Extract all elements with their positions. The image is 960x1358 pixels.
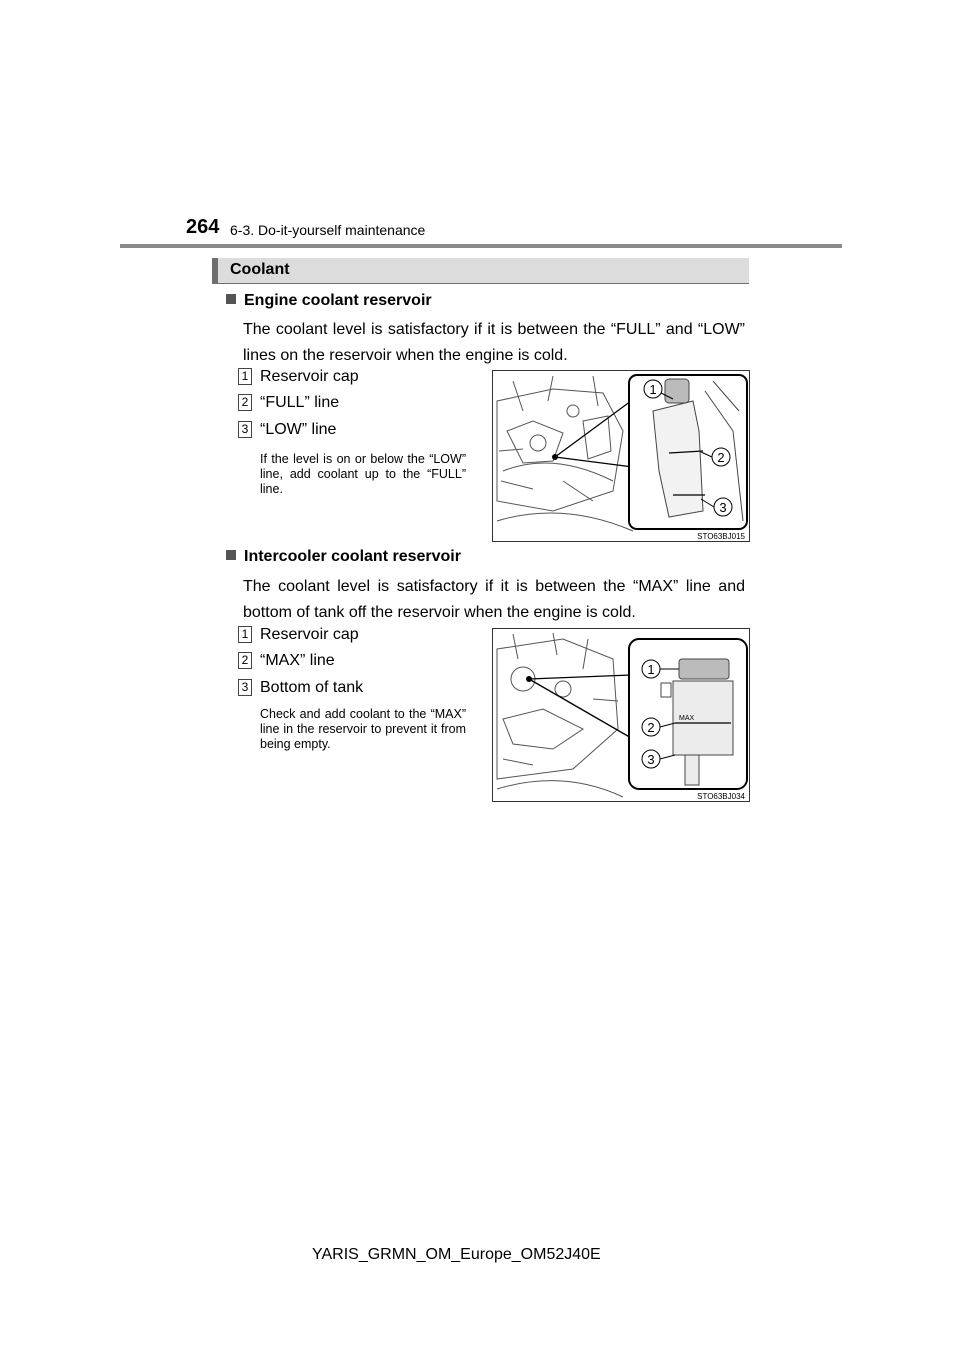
number-badge-icon: 1 (238, 626, 252, 643)
engine-reservoir-illustration (493, 371, 750, 542)
header-divider (120, 244, 842, 248)
page-number: 264 (186, 216, 220, 238)
intercooler-reservoir-illustration (493, 629, 750, 802)
intercooler-reservoir-heading-text: Intercooler coolant reservoir (244, 548, 461, 565)
reservoir-location-dot (526, 676, 532, 682)
intercooler-reservoir-figure (492, 628, 750, 802)
section-title: Coolant (230, 261, 290, 278)
intercooler-item-label: “MAX” line (260, 652, 335, 669)
engine-item-label: “FULL” line (260, 394, 340, 411)
square-bullet-icon (226, 550, 236, 560)
callout-1-text: 1 (647, 662, 655, 677)
intercooler-item-label: Reservoir cap (260, 626, 359, 643)
callout-3-text: 3 (647, 752, 655, 767)
square-bullet-icon (226, 294, 236, 304)
engine-item-label: Reservoir cap (260, 368, 359, 385)
figure-code: STO63BJ034 (697, 792, 745, 801)
max-line-label: MAX (679, 715, 695, 722)
reservoir-location-dot (552, 454, 558, 460)
intercooler-reservoir-heading (226, 548, 461, 566)
callout-3-text: 3 (719, 500, 727, 515)
chapter-title: 6-3. Do-it-yourself maintenance (230, 222, 426, 238)
number-badge-icon: 2 (238, 652, 252, 669)
footer-document-id: YARIS_GRMN_OM_Europe_OM52J40E (312, 1246, 601, 1263)
section-header (212, 258, 749, 284)
intercooler-item-label: Bottom of tank (260, 679, 364, 696)
engine-reservoir-heading-text: Engine coolant reservoir (244, 292, 432, 309)
callout-2-text: 2 (717, 450, 725, 465)
engine-reservoir-note: If the level is on or below the “LOW” line, add coolant up to the “FULL” line. (260, 452, 466, 496)
engine-reservoir-heading (226, 292, 432, 310)
engine-bay-outline (497, 639, 618, 779)
engine-item-label: “LOW” line (260, 421, 337, 438)
reservoir-cap-shape (665, 379, 689, 403)
number-badge-icon: 2 (238, 394, 252, 411)
callout-2-text: 2 (647, 720, 655, 735)
number-badge-icon: 1 (238, 368, 252, 385)
number-badge-icon: 3 (238, 421, 252, 438)
engine-reservoir-figure (492, 370, 750, 542)
number-badge-icon: 3 (238, 679, 252, 696)
figure-code: STO63BJ015 (697, 532, 745, 541)
callout-1-text: 1 (649, 382, 657, 397)
intercooler-reservoir-note: Check and add coolant to the “MAX” line in the reservoir to prevent it from being empty. (260, 707, 466, 751)
engine-reservoir-paragraph: The coolant level is satisfactory if it is between the “FULL” and “LOW” lines on the reservoir when the engine is cold. (243, 321, 745, 364)
reservoir-cap-shape (679, 659, 729, 679)
intercooler-reservoir-paragraph: The coolant level is satisfactory if it is between the “MAX” line and bottom of tank off the reservoir when the engine is cold. (243, 578, 745, 621)
